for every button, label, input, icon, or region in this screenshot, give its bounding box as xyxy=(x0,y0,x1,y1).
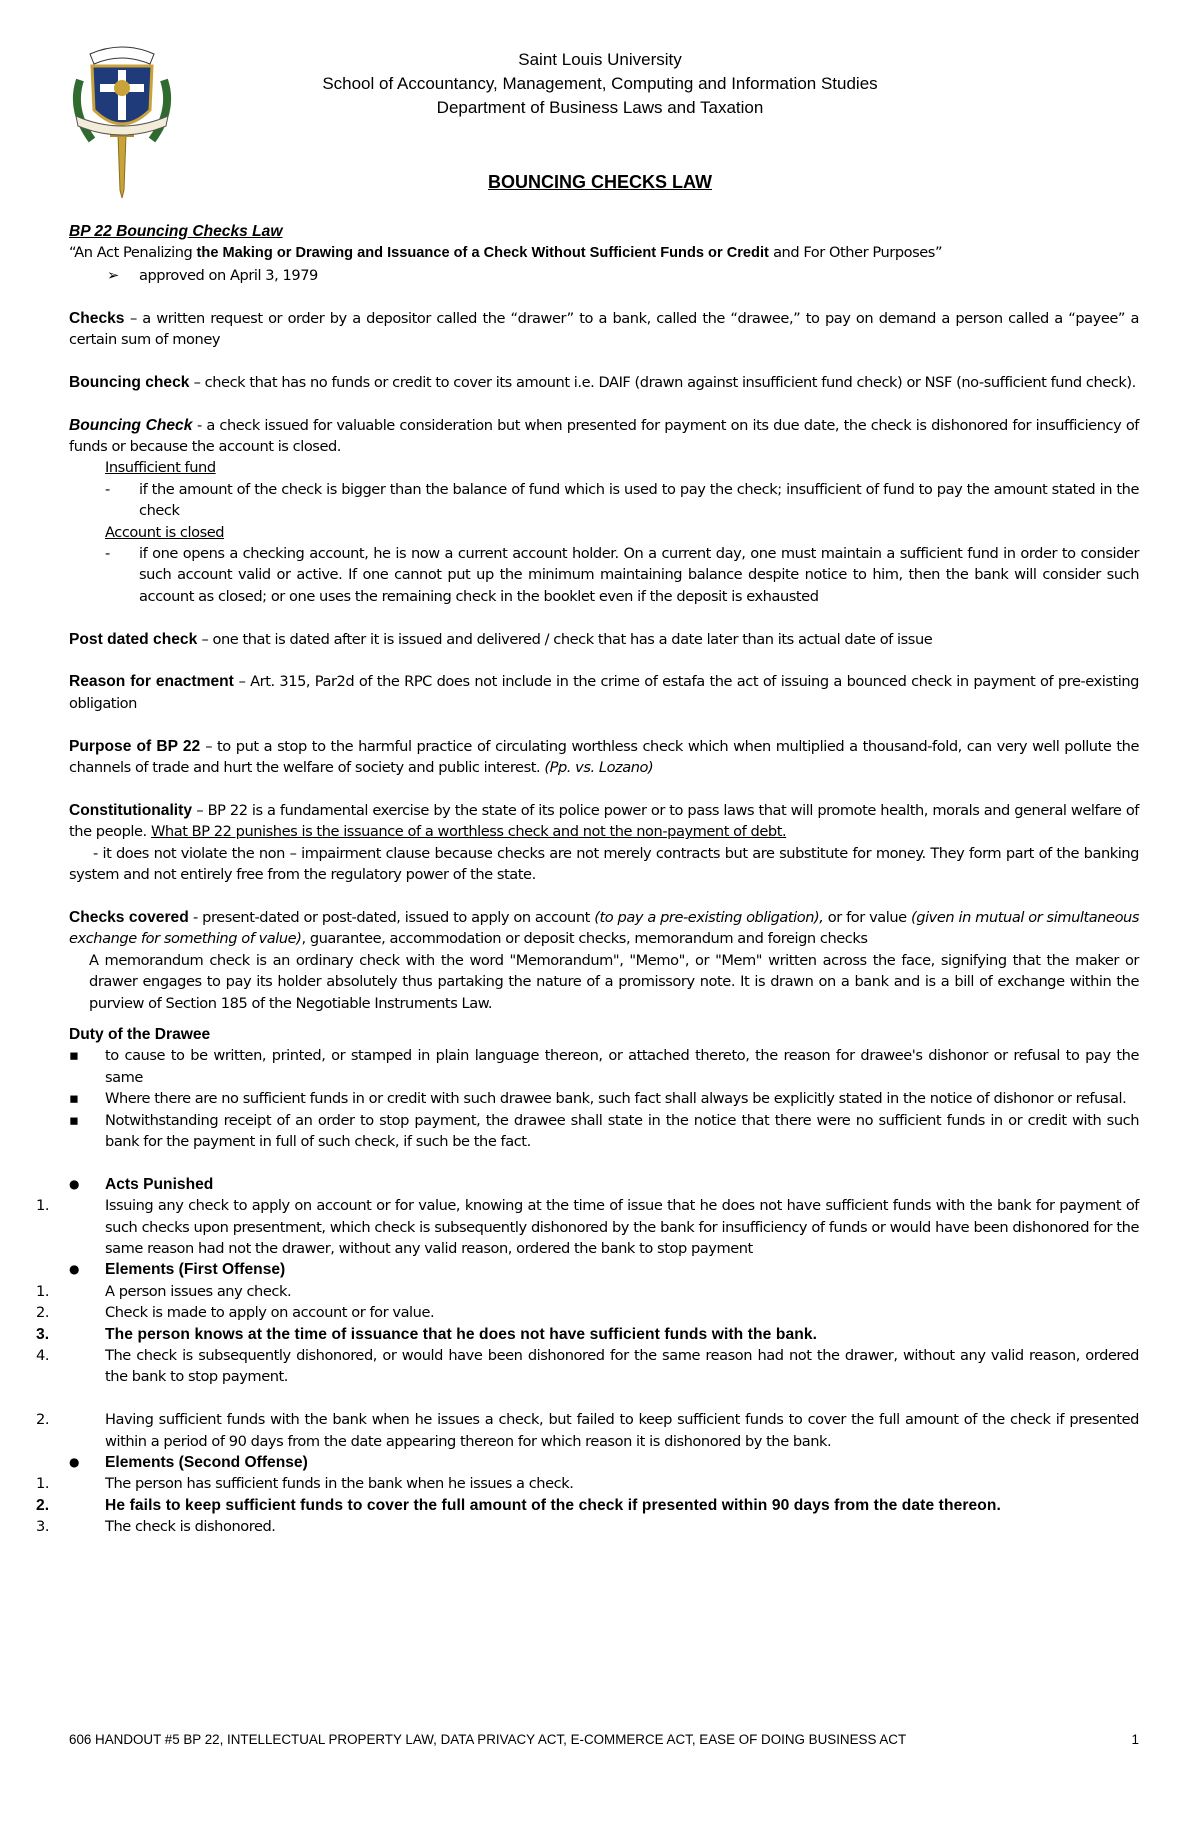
act-punished-2: 2. Having sufficient funds with the bank when he issues a check, but failed to keep sufficient funds to cover the full amount of the check if presented within a period of 90 days from the date appearing thereon for which reason it is dishonored by the bank. xyxy=(36,1411,1139,1450)
element-item: 3. The person knows at the time of issuance that he does not have sufficient funds with the bank. xyxy=(36,1325,818,1343)
school-name: School of Accountancy, Management, Computing and Information Studies xyxy=(322,74,878,93)
document-title: BOUNCING CHECKS LAW xyxy=(488,172,712,192)
elements-first-heading: ● Elements (First Offense) xyxy=(69,1261,286,1279)
bouncing-check-definition-2: Bouncing Check - a check issued for valuable consideration but when presented for payment on its due date, the check is dishonored for insufficiency of funds or because the account is closed. xyxy=(69,416,1139,456)
element-item: 2. He fails to keep sufficient funds to cover the full amount of the check if presented within 90 days from the date thereon. xyxy=(36,1496,1001,1514)
drawee-duty-item: ▪ Notwithstanding receipt of an order to stop payment, the drawee shall state in the notice that there were no sufficient funds in or credit with such bank for the payment in full of such check, if such be the fact. xyxy=(69,1111,1139,1150)
bouncing-check-definition-1: Bouncing check – check that has no funds or credit to cover its amount i.e. DAIF (drawn against insufficient fund check) or NSF (no-sufficient fund check). xyxy=(69,373,1136,391)
reason-for-enactment: Reason for enactment – Art. 315, Par2d of the RPC does not include in the crime of estafa the act of issuing a bounced check in payment of pre-existing obligation xyxy=(69,673,1139,712)
page-number: 1 xyxy=(1131,1732,1139,1747)
insufficient-fund-label: Insufficient fund xyxy=(105,459,216,477)
act-punished-1: 1. Issuing any check to apply on account or for value, knowing at the time of issue that he does not have sufficient funds with the bank for payment of such checks upon presentment, which check is subsequently dishonored by the bank for insufficiency of funds or would have been dishonored for the same reason had not the drawer, without any valid reason, ordered the bank to stop payment xyxy=(36,1197,1139,1257)
memorandum-check: A memorandum check is an ordinary check with the word "Memorandum", "Memo", or "Mem" written across the face, signifying that the maker or drawer engages to pay its holder absolutely thus partaking the nature of a promissory note. It is drawn on a bank and is a bill of exchange within the purview of Section 185 of the Negotiable Instruments Law. xyxy=(89,951,1139,1012)
arrow-bullet-icon: ➢ xyxy=(107,266,119,284)
constitutionality: Constitutionality – BP 22 is a fundamental exercise by the state of its police power or to pass laws that will promote health, morals and general welfare of the people. What BP 22 punishes is the issuance of a worthless check and not the non-payment of debt. xyxy=(69,801,1139,841)
university-name: Saint Louis University xyxy=(518,50,682,69)
drawee-duty-item: ▪ Where there are no sufficient funds in or credit with such drawee bank, such fact shall always be explicitly stated in the notice of dishonor or refusal. xyxy=(69,1090,1127,1108)
page-footer xyxy=(69,1732,1139,1747)
footer-text: 606 HANDOUT #5 BP 22, INTELLECTUAL PROPERTY LAW, DATA PRIVACY ACT, E-COMMERCE ACT, EASE OF DOING BUSINESS ACT xyxy=(69,1732,907,1747)
document-body xyxy=(36,221,1139,1538)
approved-date: ➢ approved on April 3, 1979 xyxy=(69,265,1139,286)
checks-covered: Checks covered - present-dated or post-dated, issued to apply on account (to pay a pre-existing obligation), or for value (given in mutual or simultaneous exchange for something of value), guarantee, accommodation or deposit checks, memorandum and foreign checks xyxy=(69,908,1139,948)
element-item: 4. The check is subsequently dishonored, or would have been dishonored for the same reason had not the drawer, without any valid reason, ordered the bank to stop payment. xyxy=(36,1346,1139,1386)
checks-definition: Checks – a written request or order by a depositor called the “drawer” to a bank, called the “drawee,” to pay on demand a person called a “payee” a certain sum of money xyxy=(69,309,1139,349)
bp22-heading: BP 22 Bouncing Checks Law xyxy=(69,223,283,240)
elements-second-heading: ● Elements (Second Offense) xyxy=(69,1454,308,1471)
drawee-duty-item: ▪ to cause to be written, printed, or stamped in plain language thereon, or attached thereto, the reason for drawee's dishonor or refusal to pay the same xyxy=(69,1047,1139,1086)
post-dated-definition: Post dated check – one that is dated after it is issued and delivered / check that has a date later than its actual date of issue xyxy=(69,630,933,648)
element-item: 1. The person has sufficient funds in the bank when he issues a check. xyxy=(36,1475,574,1493)
element-item: 3. The check is dishonored. xyxy=(36,1518,276,1536)
element-item: 2. Check is made to apply on account or for value. xyxy=(36,1304,435,1322)
constitutionality-continued: - it does not violate the non – impairment clause because checks are not merely contracts but are substitute for money. They form part of the banking system and not entirely free from the regulatory power of the state. xyxy=(69,844,1139,884)
account-closed-text: - if one opens a checking account, he is now a current account holder. On a current day, one must maintain a sufficient fund in order to consider such account valid or active. If one cannot put up the minimum maintaining balance despite notice to him, then the bank will consider such account as closed; or one uses the remaining check in the booklet even if the deposit is exhausted xyxy=(105,545,1139,605)
element-item: 1. A person issues any check. xyxy=(36,1282,292,1300)
insufficient-fund-text: - if the amount of the check is bigger than the balance of fund which is used to pay the check; insufficient of fund to pay the amount stated in the check xyxy=(105,480,1139,520)
account-closed-label: Account is closed xyxy=(105,523,225,541)
purpose-of-bp22: Purpose of BP 22 – to put a stop to the harmful practice of circulating worthless check which when multiplied a thousand-fold, can very well pollute the channels of trade and hurt the welfare of society and public interest. (Pp. vs. Lozano) xyxy=(69,737,1139,777)
department-name: Department of Business Laws and Taxation xyxy=(436,98,764,117)
acts-punished-heading: ● Acts Punished xyxy=(69,1175,214,1193)
act-title: “An Act Penalizing the Making or Drawing and Issuance of a Check Without Sufficient Funds or Credit and For Other Purposes” xyxy=(69,244,943,262)
duty-of-drawee-heading: Duty of the Drawee xyxy=(69,1025,211,1043)
